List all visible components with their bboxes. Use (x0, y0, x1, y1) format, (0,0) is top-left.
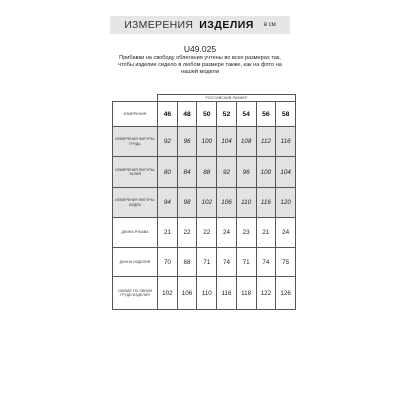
measurement-value: 104 (276, 157, 296, 188)
size-header-cell: 50 (197, 102, 217, 127)
measurement-value: 116 (276, 127, 296, 157)
measurement-value: 24 (217, 218, 237, 248)
measurement-value: 126 (276, 277, 296, 310)
product-code: U49.025 (183, 44, 217, 54)
measurement-label: ДЛИНА РУКАВА (113, 218, 158, 248)
size-header-cell: 54 (236, 102, 256, 127)
russian-size-label: РОССИЙСКИЙ РАЗМЕР (158, 95, 296, 102)
measurement-label: ИЗМЕРЕНИЯ ФИГУРЫ: ТАЛИЯ (113, 157, 158, 188)
russian-size-row (113, 95, 296, 102)
measurement-value: 70 (158, 248, 178, 277)
size-header-cell: 48 (177, 102, 197, 127)
measurement-label: ОБХВАТ ПО ЛИНИИ ГРУДИ ИЗДЕЛИЯ (113, 277, 158, 310)
size-table-body (113, 95, 296, 310)
measurement-value: 68 (177, 248, 197, 277)
corner-cell (113, 95, 158, 102)
measurement-value: 110 (197, 277, 217, 310)
measurement-value: 96 (177, 127, 197, 157)
measurement-label: ДЛИНА ИЗДЕЛИЯ (113, 248, 158, 277)
header-title-garment: ИЗДЕЛИЯ (199, 19, 254, 31)
measurement-row (113, 157, 296, 188)
measurement-value: 22 (177, 218, 197, 248)
size-header-cell: 58 (276, 102, 296, 127)
measurement-value: 21 (256, 218, 276, 248)
size-header-cell: 56 (256, 102, 276, 127)
measurement-label: ИЗМЕРЕНИЯ ФИГУРЫ: БЁДРА (113, 188, 158, 218)
measurement-value: 116 (217, 277, 237, 310)
fit-note: Прибавки на свободу облегания учтены во всех размерах так, чтобы изделие сидело в любом размере также, как на фото на нашей модели (118, 55, 282, 75)
measurement-value: 22 (197, 218, 217, 248)
size-header-label: ИЗМЕРЕНИЯ (113, 102, 158, 127)
measurement-value: 100 (197, 127, 217, 157)
measurement-value: 108 (236, 127, 256, 157)
measurement-value: 102 (197, 188, 217, 218)
measurement-row (113, 277, 296, 310)
measurement-value: 110 (236, 188, 256, 218)
measurement-row (113, 188, 296, 218)
measurement-value: 74 (256, 248, 276, 277)
measurement-value: 21 (158, 218, 178, 248)
header-title-measurements: ИЗМЕРЕНИЯ (124, 19, 194, 31)
size-header-row (113, 102, 296, 127)
measurement-value: 24 (276, 218, 296, 248)
measurement-value: 116 (256, 188, 276, 218)
measurement-value: 106 (177, 277, 197, 310)
measurement-value: 71 (197, 248, 217, 277)
size-header-cell: 52 (217, 102, 237, 127)
measurement-value: 118 (236, 277, 256, 310)
measurement-value: 94 (158, 188, 178, 218)
measurement-value: 71 (236, 248, 256, 277)
size-table (112, 94, 296, 310)
measurement-value: 84 (177, 157, 197, 188)
measurement-value: 98 (177, 188, 197, 218)
measurement-value: 102 (158, 277, 178, 310)
size-header-cell: 46 (158, 102, 178, 127)
measurement-value: 106 (217, 188, 237, 218)
measurement-value: 23 (236, 218, 256, 248)
header-unit: в см (263, 22, 276, 28)
measurement-value: 112 (256, 127, 276, 157)
measurement-value: 88 (197, 157, 217, 188)
measurement-value: 92 (158, 127, 178, 157)
page-header (110, 16, 290, 34)
measurement-row (113, 127, 296, 157)
measurement-row (113, 218, 296, 248)
measurement-value: 120 (276, 188, 296, 218)
measurement-label: ИЗМЕРЕНИЯ ФИГУРЫ: ГРУДЬ (113, 127, 158, 157)
measurement-row (113, 248, 296, 277)
measurement-value: 122 (256, 277, 276, 310)
measurement-value: 92 (217, 157, 237, 188)
measurement-value: 80 (158, 157, 178, 188)
measurement-value: 104 (217, 127, 237, 157)
measurement-value: 74 (217, 248, 237, 277)
measurement-value: 100 (256, 157, 276, 188)
measurement-value: 75 (276, 248, 296, 277)
measurement-value: 96 (236, 157, 256, 188)
